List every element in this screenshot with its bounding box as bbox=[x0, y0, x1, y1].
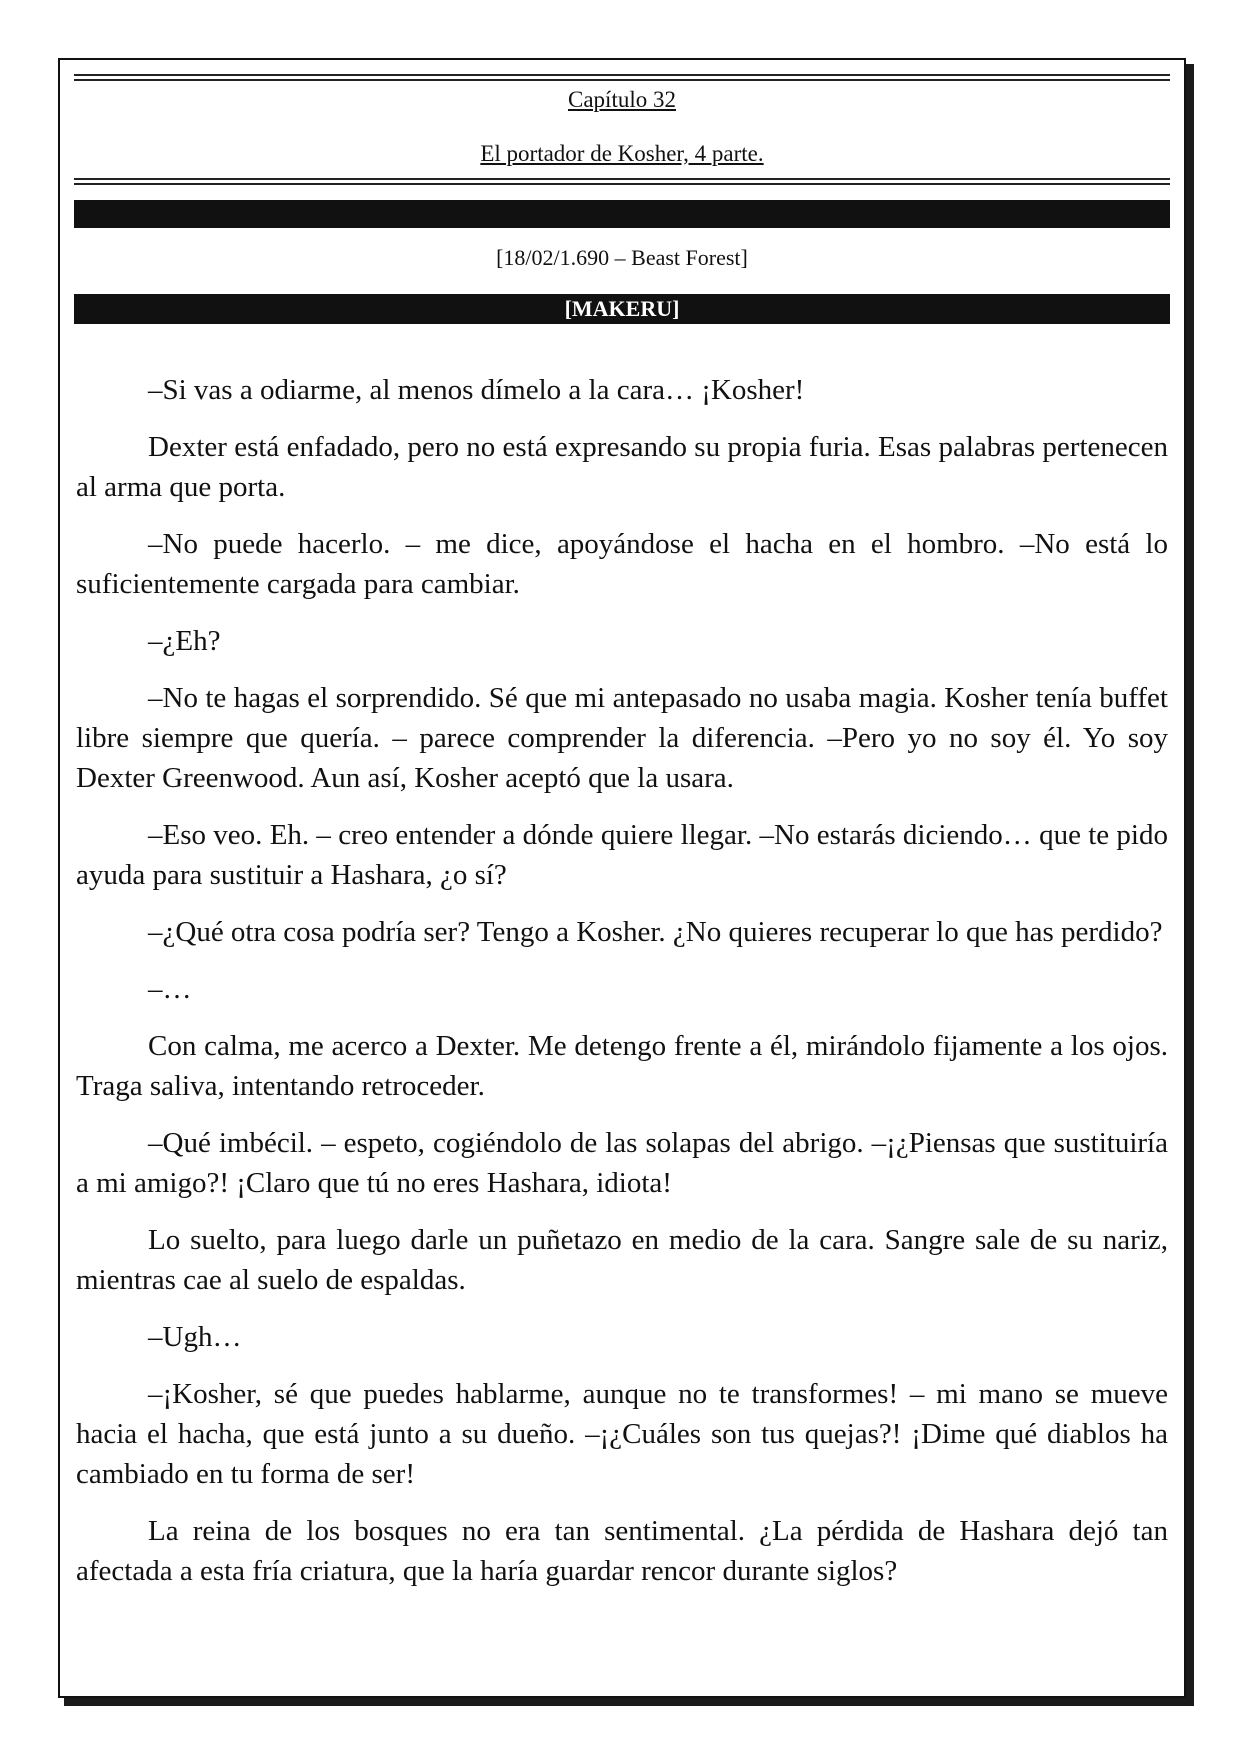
paragraph: Dexter está enfadado, pero no está expresando su propia furia. Esas palabras pertenecen al arma que porta. bbox=[76, 431, 1168, 503]
chapter-number: Capítulo 32 bbox=[568, 87, 676, 112]
page-frame bbox=[58, 58, 1186, 1698]
paragraph: –¿Qué otra cosa podría ser? Tengo a Kosher. ¿No quieres recuperar lo que has perdido? bbox=[148, 916, 1163, 948]
date-location-line: [18/02/1.690 – Beast Forest] bbox=[496, 245, 748, 270]
paragraph: –Qué imbécil. – espeto, cogiéndolo de las solapas del abrigo. –¡¿Piensas que sustituiría a mi amigo?! ¡Claro que tú no eres Hashara, idiota! bbox=[76, 1127, 1168, 1199]
paragraph: –… bbox=[148, 973, 192, 1005]
chapter-title: El portador de Kosher, 4 parte. bbox=[480, 141, 764, 166]
paragraph: –¿Eh? bbox=[148, 625, 221, 657]
paragraph: –¡Kosher, sé que puedes hablarme, aunque no te transformes! – mi mano se mueve hacia el hacha, que está junto a su dueño. –¡¿Cuáles son tus quejas?! ¡Dime qué diablos ha cambiado en tu forma de ser! bbox=[76, 1378, 1168, 1490]
header-bottom-rule bbox=[74, 178, 1170, 185]
paragraph: –No te hagas el sorprendido. Sé que mi antepasado no usaba magia. Kosher tenía buffet libre siempre que quería. – parece comprender la diferencia. –Pero yo no soy él. Yo soy Dexter Greenwood. Aun así, Kosher aceptó que la usara. bbox=[76, 682, 1168, 794]
pov-label-bar bbox=[74, 294, 1170, 324]
header-top-rule bbox=[74, 74, 1170, 81]
chapter-body bbox=[76, 370, 1168, 1608]
paragraph: –Ugh… bbox=[148, 1321, 242, 1353]
paragraph: –No puede hacerlo. – me dice, apoyándose el hacha en el hombro. –No está lo suficientemente cargada para cambiar. bbox=[76, 528, 1168, 600]
paragraph: –Si vas a odiarme, al menos dímelo a la cara… ¡Kosher! bbox=[148, 374, 805, 406]
paragraph: Con calma, me acerco a Dexter. Me detengo frente a él, mirándolo fijamente a los ojos. Traga saliva, intentando retroceder. bbox=[76, 1030, 1168, 1102]
section-divider-bar bbox=[74, 200, 1170, 228]
paragraph: La reina de los bosques no era tan sentimental. ¿La pérdida de Hashara dejó tan afectada a esta fría criatura, que la haría guardar rencor durante siglos? bbox=[76, 1515, 1168, 1587]
paragraph: Lo suelto, para luego darle un puñetazo en medio de la cara. Sangre sale de su nariz, mientras cae al suelo de espaldas. bbox=[76, 1224, 1168, 1296]
pov-label: [MAKERU] bbox=[564, 296, 680, 321]
paragraph: –Eso veo. Eh. – creo entender a dónde quiere llegar. –No estarás diciendo… que te pido ayuda para sustituir a Hashara, ¿o sí? bbox=[76, 819, 1168, 891]
